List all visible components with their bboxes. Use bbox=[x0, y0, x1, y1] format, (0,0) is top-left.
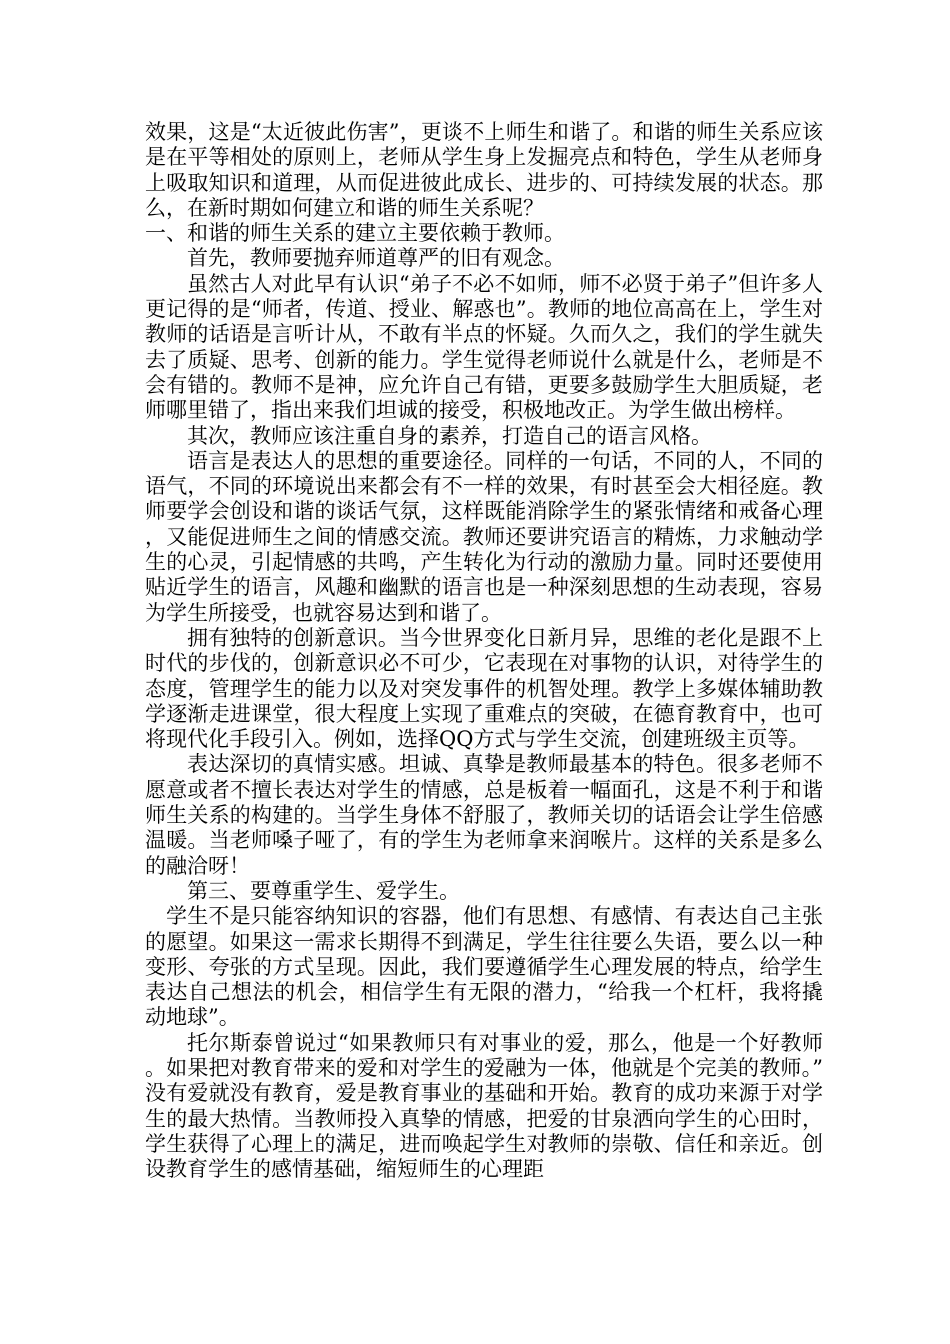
section-heading-1: 一、和谐的师生关系的建立主要依赖于教师。 bbox=[145, 221, 565, 246]
subheading-first: 首先，教师要抛弃师道尊严的旧有观念。 bbox=[187, 246, 565, 271]
paragraph-innovation: 拥有独特的创新意识。当今世界变化日新月异，思维的老化是跟不上时代的步伐的，创新意识必不可少，它表现在对事物的认识，对待学生的态度，管理学生的能力以及对突发事件的机智处理。教学上多媒体辅助教学逐渐走进课堂，很大程度上实现了重难点的突破，在德育教育中，也可将现代化手段引入。例如，选择QQ方式与学生交流，创建班级主页等。 bbox=[145, 625, 823, 752]
paragraph-language: 语言是表达人的思想的重要途径。同样的一句话，不同的人，不同的语气，不同的环境说出来都会有不一样的效果，有时甚至会大相径庭。教师要学会创设和谐的谈话气氛，这样既能消除学生的紧张情绪和戒备心理，又能促进师生之间的情感交流。教师还要讲究语言的精炼，力求触动学生的心灵，引起情感的共鸣，产生转化为行动的激励力量。同时还要使用贴近学生的语言，风趣和幽默的语言也是一种深刻思想的生动表现，容易为学生所接受，也就容易达到和谐了。 bbox=[145, 448, 823, 625]
paragraph-sincerity: 表达深切的真情实感。坦诚、真挚是教师最基本的特色。很多老师不愿意或者不擅长表达对学生的情感，总是板着一幅面孔，这是不利于和谐师生关系的构建的。当学生身体不舒服了，教师关切的话语会让学生倍感温暖。当老师嗓子哑了，有的学生为老师拿来润喉片。这样的关系是多么的融洽呀！ bbox=[145, 752, 823, 878]
paragraph-intro: 效果，这是“太近彼此伤害”，更谈不上师生和谐了。和谐的师生关系应该是在平等相处的原则上，老师从学生身上发掘亮点和特色，学生从老师身上吸取知识和道理，从而促进彼此成长、进步的、可持续发展的状态。那么，在新时期如何建立和谐的师生关系呢？ bbox=[145, 120, 823, 220]
subheading-third: 第三、要尊重学生、爱学生。 bbox=[187, 878, 460, 903]
paragraph-respect: 学生不是只能容纳知识的容器，他们有思想、有感情、有表达自己主张的愿望。如果这一需求长期得不到满足，学生往往要么失语，要么以一种变形、夸张的方式呈现。因此，我们要遵循学生心理发展的特点，给学生表达自己想法的机会，相信学生有无限的潜力，“给我一个杠杆，我将撬动地球”。 bbox=[145, 904, 823, 1030]
document-body bbox=[145, 120, 823, 1182]
paragraph-teacher-authority: 虽然古人对此早有认识“弟子不必不如师，师不必贤于弟子”但许多人更记得的是“师者，传道、授业、解惑也”。教师的地位高高在上，学生对教师的话语是言听计从，不敢有半点的怀疑。久而久之，我们的学生就失去了质疑、思考、创新的能力。学生觉得老师说什么就是什么，老师是不会有错的。教师不是神，应允许自己有错，更要多鼓励学生大胆质疑，老师哪里错了，指出来我们坦诚的接受，积极地改正。为学生做出榜样。 bbox=[145, 271, 823, 423]
subheading-second: 其次，教师应该注重自身的素养，打造自己的语言风格。 bbox=[187, 423, 712, 448]
paragraph-tolstoy: 托尔斯泰曾说过“如果教师只有对事业的爱，那么，他是一个好教师。如果把对教育带来的爱和对学生的爱融为一体，他就是个完美的教师。”没有爱就没有教育，爱是教育事业的基础和开始。教育的成功来源于对学生的最大热情。当教师投入真挚的情感，把爱的甘泉洒向学生的心田时，学生获得了心理上的满足，进而唤起学生对教师的崇敬、信任和亲近。创设教育学生的感情基础，缩短师生的心理距 bbox=[145, 1030, 823, 1182]
